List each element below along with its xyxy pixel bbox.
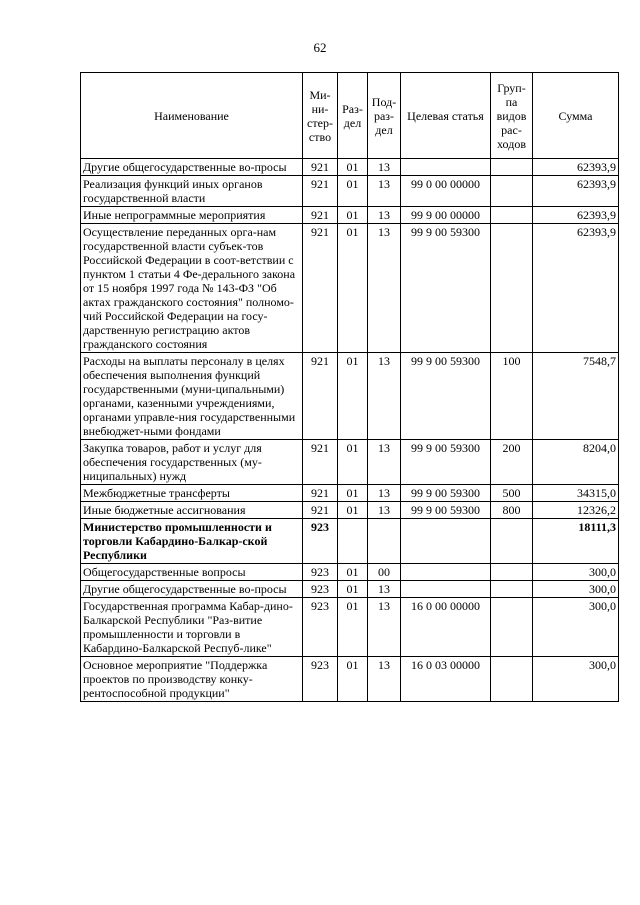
row-ministry: 921 [303,224,338,353]
budget-table [80,72,619,702]
table-row [81,353,619,440]
row-ministry: 921 [303,440,338,485]
table-row [81,176,619,207]
row-section: 01 [338,353,368,440]
row-subsection: 13 [368,598,401,657]
row-subsection: 13 [368,353,401,440]
row-group: 200 [491,440,533,485]
row-sum: 8204,0 [533,440,619,485]
row-sum: 300,0 [533,598,619,657]
row-group: 100 [491,353,533,440]
row-group [491,564,533,581]
row-ministry: 921 [303,502,338,519]
row-section [338,519,368,564]
row-ministry: 921 [303,176,338,207]
row-sum: 18111,3 [533,519,619,564]
row-ministry: 921 [303,159,338,176]
row-name: Закупка товаров, работ и услуг для обеспечения государственных (му-ниципальных) нужд [81,440,303,485]
row-group: 800 [491,502,533,519]
row-sum: 300,0 [533,657,619,702]
row-target: 99 9 00 59300 [401,353,491,440]
row-ministry: 923 [303,598,338,657]
row-section: 01 [338,564,368,581]
row-name: Реализация функций иных органов государственной власти [81,176,303,207]
row-section: 01 [338,657,368,702]
table-row [81,224,619,353]
row-name: Иные бюджетные ассигнования [81,502,303,519]
row-name: Другие общегосударственные во-просы [81,159,303,176]
row-ministry: 923 [303,564,338,581]
row-group [491,159,533,176]
row-subsection: 13 [368,502,401,519]
row-target [401,519,491,564]
table-row [81,159,619,176]
row-name: Основное мероприятие "Поддержка проектов по производству конку-рентоспособной продукции" [81,657,303,702]
row-sum: 62393,9 [533,224,619,353]
row-target: 99 9 00 59300 [401,440,491,485]
row-group: 500 [491,485,533,502]
row-ministry: 923 [303,581,338,598]
row-sum: 300,0 [533,581,619,598]
table-row [81,502,619,519]
row-group [491,657,533,702]
row-name: Министерство промышленности и торговли Кабардино-Балкар-ской Республики [81,519,303,564]
row-subsection: 13 [368,485,401,502]
row-name: Государственная программа Кабар-дино-Балкарской Республики "Раз-витие промышленности и торговли в Кабардино-Балкарской Респуб-лике" [81,598,303,657]
row-section: 01 [338,224,368,353]
row-subsection: 13 [368,657,401,702]
row-target: 99 9 00 00000 [401,207,491,224]
row-group [491,176,533,207]
row-subsection: 00 [368,564,401,581]
row-target: 99 9 00 59300 [401,224,491,353]
row-subsection: 13 [368,176,401,207]
row-name: Общегосударственные вопросы [81,564,303,581]
header-subsection: Под-раз-дел [368,73,401,159]
row-sum: 62393,9 [533,176,619,207]
row-group [491,519,533,564]
table-row [81,564,619,581]
row-target [401,581,491,598]
table-row [81,598,619,657]
row-ministry: 921 [303,207,338,224]
table-row [81,440,619,485]
header-ministry: Ми-ни-стер-ство [303,73,338,159]
row-subsection [368,519,401,564]
row-section: 01 [338,502,368,519]
row-section: 01 [338,440,368,485]
row-ministry: 923 [303,657,338,702]
row-subsection: 13 [368,581,401,598]
row-target [401,159,491,176]
row-section: 01 [338,598,368,657]
table-row [81,657,619,702]
header-target: Целевая статья [401,73,491,159]
row-section: 01 [338,581,368,598]
header-section: Раз-дел [338,73,368,159]
row-sum: 62393,9 [533,207,619,224]
row-subsection: 13 [368,159,401,176]
row-sum: 12326,2 [533,502,619,519]
row-subsection: 13 [368,207,401,224]
row-name: Осуществление переданных орга-нам государственной власти субъек-тов Российской Федерации в соот-ветствии с пунктом 1 статьи 4 Фе-дерального закона от 15 ноября 1997 года № 143-ФЗ "Об актах гражданского состояния" полномо-чий Российской Федерации на госу-дарственную регистрацию актов гражданского состояния [81,224,303,353]
table-row [81,485,619,502]
table-row [81,207,619,224]
row-target: 16 0 00 00000 [401,598,491,657]
row-section: 01 [338,159,368,176]
header-name: Наименование [81,73,303,159]
header-group: Груп-па видов рас-ходов [491,73,533,159]
row-name: Межбюджетные трансферты [81,485,303,502]
row-group [491,207,533,224]
row-sum: 7548,7 [533,353,619,440]
row-ministry: 923 [303,519,338,564]
row-group [491,598,533,657]
row-ministry: 921 [303,353,338,440]
row-group [491,581,533,598]
row-section: 01 [338,207,368,224]
table-header-row [81,73,619,159]
row-subsection: 13 [368,224,401,353]
table-row-ministry-header [81,519,619,564]
row-section: 01 [338,485,368,502]
row-group [491,224,533,353]
row-target: 16 0 03 00000 [401,657,491,702]
row-sum: 62393,9 [533,159,619,176]
header-sum: Сумма [533,73,619,159]
row-name: Иные непрограммные мероприятия [81,207,303,224]
row-target: 99 9 00 59300 [401,485,491,502]
row-sum: 300,0 [533,564,619,581]
row-target [401,564,491,581]
row-section: 01 [338,176,368,207]
table-row [81,581,619,598]
row-subsection: 13 [368,440,401,485]
row-ministry: 921 [303,485,338,502]
page-number: 62 [313,40,327,55]
row-name: Другие общегосударственные во-просы [81,581,303,598]
row-name: Расходы на выплаты персоналу в целях обеспечения выполнения функций государственными (муни-ципальными) органами, казенными учреждениями, органами управле-ния государственными внебюджет-ными фондами [81,353,303,440]
row-sum: 34315,0 [533,485,619,502]
row-target: 99 9 00 59300 [401,502,491,519]
row-target: 99 0 00 00000 [401,176,491,207]
